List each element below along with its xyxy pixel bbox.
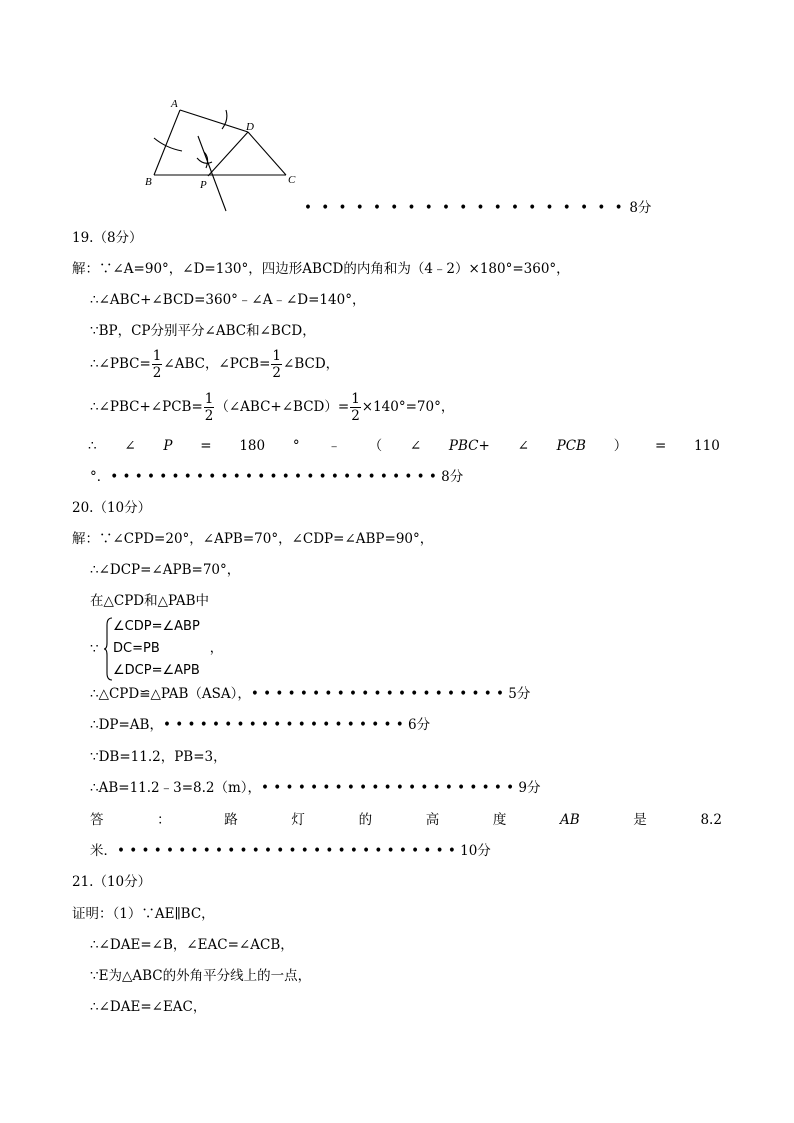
label-C: C: [288, 174, 296, 186]
q19-line-3: ∵BP，CP分别平分∠ABC和∠BCD，: [90, 323, 316, 339]
construction-arc-2: [222, 110, 227, 129]
q20-line-4: ∴△CPD≌△PAB（ASA），• • • • • • • • • • • • • • • • • • • • • 5分: [90, 686, 531, 702]
q20-line-7: ∴AB=11.2﹣3=8.2（m），• • • • • • • • • • • • • • • • • • • • • 9分: [90, 780, 541, 796]
segment-DP: [208, 132, 248, 176]
fraction-half: $\frac{1}{2}$: [272, 348, 282, 381]
system-brace: [103, 617, 113, 681]
segment-AB: [154, 110, 180, 175]
construction-arc-3: [197, 158, 212, 163]
q20-line-5: ∴DP=AB，• • • • • • • • • • • • • • • • • • • • 6分: [90, 717, 431, 733]
segment-AD: [180, 110, 248, 132]
score-value: 8分: [629, 200, 652, 216]
q20-line-9: 米．• • • • • • • • • • • • • • • • • • • • • • • • • • • • 10分: [90, 843, 491, 859]
q19-line-5: ∴∠PBC+∠PCB= $\frac{1}{2}$ （∠ABC+∠BCD）= $\frac{1}{2}$ ×140°=70°，: [90, 391, 455, 424]
q20-line-8: 答 ： 路 灯 的 高 度 AB 是 8.2: [90, 812, 722, 828]
q20-line-6: ∵DB=11.2，PB=3，: [90, 749, 227, 765]
system-row-1: ∠CDP=∠ABP: [113, 619, 200, 634]
q20-line-2: ∴∠DCP=∠APB=70°，: [90, 562, 241, 578]
q19-line-6: ∴ ∠ P = 180 ° ﹣ （ ∠ PBC+ ∠ PCB ） = 110: [88, 438, 720, 454]
q19-line-7: °．• • • • • • • • • • • • • • • • • • • • • • • • • • • 8分: [90, 469, 464, 485]
equation-system: [113, 618, 223, 684]
q19-line-4: ∴∠PBC= $\frac{1}{2}$ ∠ABC，∠PCB= $\frac{1}{2}$ ∠BCD，: [90, 348, 340, 381]
label-D: D: [246, 121, 254, 133]
segment-DC: [248, 132, 286, 175]
q20-line-1: 解：∵∠CPD=20°，∠APB=70°，∠CDP=∠ABP=90°，: [72, 531, 434, 547]
q19-line-2: ∴∠ABC+∠BCD=360°﹣∠A﹣∠D=140°，: [90, 292, 366, 308]
q21-header: 21.（10分）: [72, 874, 152, 890]
q19-line-1: 解：∵∠A=90°，∠D=130°，四边形ABCD的内角和为（4﹣2）×180°=360°，: [72, 261, 570, 277]
q21-line-3: ∵E为△ABC的外角平分线上的一点，: [90, 968, 312, 984]
geometry-figure: [140, 96, 310, 216]
bisector-line: [198, 136, 226, 211]
q20-line-3: 在△CPD和△PAB中: [90, 593, 210, 609]
system-row-3: ∠DCP=∠APB: [113, 663, 200, 678]
q21-line-1: 证明：（1）∵AE∥BC，: [72, 906, 215, 922]
q20-because: ∵: [90, 641, 99, 657]
figure-score: [304, 199, 651, 217]
system-row-2: DC=PB ，: [113, 641, 223, 656]
q19-header: 19.（8分）: [72, 230, 143, 246]
label-A: A: [171, 98, 178, 110]
q21-line-4: ∴∠DAE=∠EAC，: [90, 999, 207, 1015]
q20-header: 20.（10分）: [72, 500, 152, 516]
label-B: B: [145, 176, 152, 188]
score-dots: • • • • • • • • • • • • • • • • • • •: [304, 200, 626, 216]
q21-line-2: ∴∠DAE=∠B，∠EAC=∠ACB，: [90, 937, 294, 953]
fraction-half: $\frac{1}{2}$: [152, 348, 162, 381]
fraction-half: $\frac{1}{2}$: [204, 391, 214, 424]
label-P: P: [200, 179, 207, 191]
fraction-half: $\frac{1}{2}$: [351, 391, 360, 424]
